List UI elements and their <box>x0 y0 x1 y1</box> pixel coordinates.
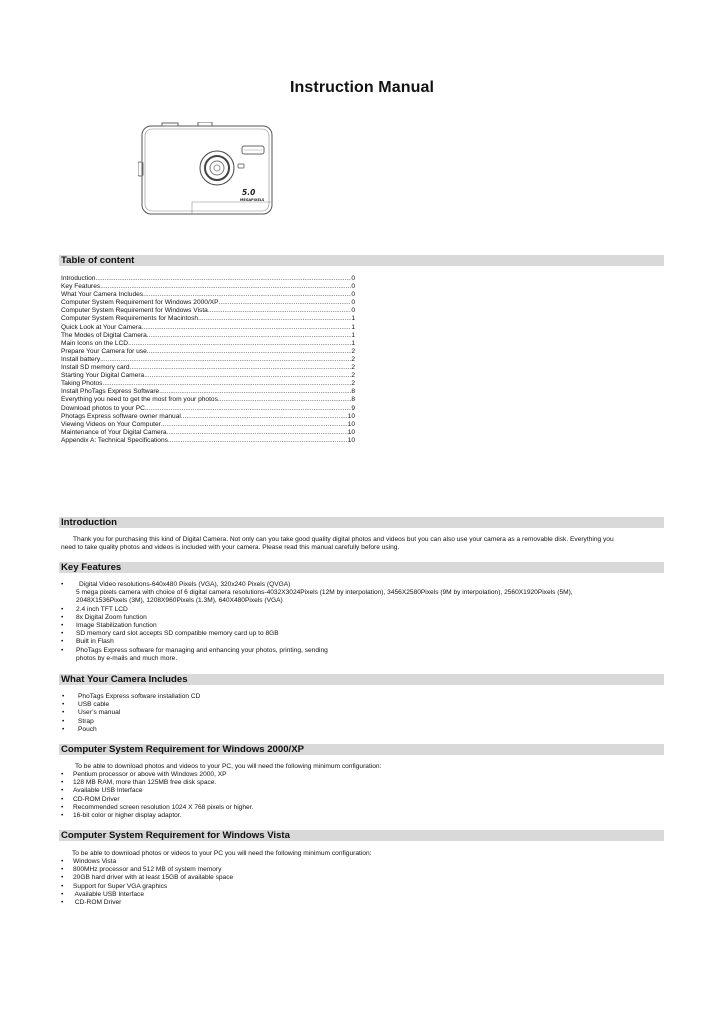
win2000-requirements-heading: Computer System Requirement for Windows 2000/XP <box>59 744 664 755</box>
key-feature-item <box>61 630 661 638</box>
list-item-text: 800MHz processor and 512 MB of system memory <box>73 866 222 874</box>
toc-row <box>61 396 355 404</box>
toc-entry-title: Install battery <box>61 355 101 363</box>
toc-row <box>61 275 355 283</box>
toc-row <box>61 413 355 421</box>
toc-row <box>61 429 355 437</box>
bullet: • <box>61 779 64 787</box>
list-item <box>62 726 462 734</box>
bullet: • <box>62 725 65 733</box>
toc-entry-page: 0 <box>351 283 355 291</box>
toc-row <box>61 437 355 445</box>
toc-entry-page: 2 <box>351 355 355 363</box>
toc-leader-dots <box>128 340 351 348</box>
list-item <box>61 771 461 779</box>
toc-entry-title: Viewing Videos on Your Computer <box>61 420 161 428</box>
toc-leader-dots <box>130 364 352 372</box>
key-feature-line: photos by e-mails and much more. <box>76 654 178 662</box>
list-item <box>61 812 461 820</box>
toc-entry-title: What Your Camera Includes <box>61 291 144 299</box>
key-feature-line: 8x Digital Zoom function <box>76 613 147 621</box>
toc-row <box>61 315 355 323</box>
bullet: • <box>61 890 64 898</box>
bullet: • <box>61 874 64 882</box>
camera-includes-heading: What Your Camera Includes <box>59 674 664 685</box>
list-item-text: Strap <box>78 717 94 725</box>
list-item <box>61 866 461 874</box>
toc-entry-page: 1 <box>351 315 355 323</box>
camera-badge-number: 5.0 <box>242 188 256 197</box>
bullet: • <box>61 812 64 820</box>
toc-row <box>61 388 355 396</box>
list-item <box>61 858 461 866</box>
toc-row <box>61 324 355 332</box>
toc-row <box>61 348 355 356</box>
list-item <box>61 779 461 787</box>
toc-entry-title: Maintenance of Your Digital Camera <box>61 428 167 436</box>
bullet: • <box>61 613 64 621</box>
toc-entry-page: 8 <box>351 396 355 404</box>
toc-leader-dots <box>181 413 348 421</box>
toc-entry-title: Introduction <box>61 275 96 282</box>
toc-entry-page: 2 <box>351 347 355 355</box>
list-item-text: USB cable <box>78 701 110 709</box>
key-feature-item <box>61 581 661 606</box>
toc-leader-dots <box>219 299 352 307</box>
toc-leader-dots <box>198 315 351 323</box>
bullet: • <box>61 787 64 795</box>
toc-entry-title: Computer System Requirement for Windows 2000/XP <box>61 299 219 307</box>
bullet: • <box>61 630 64 638</box>
camera-includes-list <box>62 693 462 734</box>
list-item <box>62 718 462 726</box>
list-item <box>61 899 461 907</box>
toc-entry-title: Prepare Your Camera for use <box>61 347 147 355</box>
vista-requirements-list <box>61 858 461 907</box>
toc-entry-title: Main Icons on the LCD <box>61 339 129 347</box>
toc-entry-page: 0 <box>351 291 355 299</box>
toc-entry-title: Appendix A: Technical Specifications <box>61 436 168 444</box>
toc-leader-dots <box>145 405 351 413</box>
key-feature-line: 2048X1536Pixels (3M), 1208X960Pixels (1.3M), 640X480Pixels (VGA) <box>76 597 283 605</box>
toc-leader-dots <box>218 396 351 404</box>
key-features-list <box>61 581 661 663</box>
toc-leader-dots <box>100 356 351 364</box>
list-item-text: Recommended screen resolution 1024 X 768 pixels or higher. <box>73 803 254 811</box>
toc-leader-dots <box>168 437 348 445</box>
toc-leader-dots <box>208 307 352 315</box>
toc-leader-dots <box>159 388 351 396</box>
key-feature-line: Digital Video resolutions-640x480 Pixels (VGA), 320x240 Pixels (QVGA) <box>79 581 291 588</box>
toc-row <box>61 405 355 413</box>
toc-row <box>61 372 355 380</box>
bullet: • <box>61 605 64 613</box>
list-item <box>61 891 461 899</box>
bullet: • <box>62 717 65 725</box>
bullet: • <box>62 693 65 700</box>
introduction-text-line-2: need to take quality photos and videos is included with your camera. Please read this manual carefully before using. <box>61 544 400 551</box>
introduction-text-line-1: Thank you for purchasing this kind of Digital Camera. Not only can you take good quality digital photos and videos but you can also use your camera as a removable disk. Everything you <box>73 536 614 543</box>
page-title: Instruction Manual <box>289 79 435 96</box>
bullet: • <box>61 622 64 630</box>
toc-leader-dots <box>102 380 351 388</box>
toc-row <box>61 421 355 429</box>
key-feature-item <box>61 622 661 630</box>
toc-entry-title: Download photos to your PC <box>61 404 145 412</box>
list-item-text: 20GB hard driver with at least 15GB of available space <box>73 874 234 882</box>
bullet: • <box>61 581 64 588</box>
toc-heading: Table of content <box>59 255 664 266</box>
toc-entry-page: 2 <box>351 380 355 388</box>
bullet: • <box>61 858 64 865</box>
toc-entry-page: 1 <box>351 331 355 339</box>
toc-leader-dots <box>144 372 351 380</box>
bullet: • <box>61 771 64 778</box>
toc-entry-page: 10 <box>347 428 355 436</box>
introduction-heading: Introduction <box>59 517 664 528</box>
toc-row <box>61 340 355 348</box>
toc-row <box>61 291 355 299</box>
list-item-text: CD-ROM Driver <box>73 795 120 803</box>
list-item <box>61 874 461 882</box>
toc-entry-page: 2 <box>351 364 355 372</box>
toc-leader-dots <box>95 275 351 283</box>
toc-entry-title: Quick Look at Your Camera <box>61 323 142 331</box>
toc-entry-page: 0 <box>351 275 355 282</box>
win2000-requirements-list <box>61 771 461 820</box>
toc-entry-title: The Modes of Digital Camera <box>61 331 147 339</box>
list-item-text: Windows Vista <box>73 858 117 865</box>
list-item <box>62 701 462 709</box>
camera-illustration <box>138 122 274 216</box>
toc-leader-dots <box>147 348 352 356</box>
list-item-text: Pouch <box>78 725 97 733</box>
bullet: • <box>61 795 64 803</box>
key-feature-item <box>61 614 661 622</box>
toc-row <box>61 283 355 291</box>
list-item-text: Support for Super VGA graphics <box>73 882 168 890</box>
bullet: • <box>61 803 64 811</box>
list-item-text: CD-ROM Driver <box>73 899 122 907</box>
vista-requirements-heading: Computer System Requirement for Windows Vista <box>59 830 664 841</box>
toc-entry-page: 0 <box>351 299 355 307</box>
key-feature-line: SD memory card slot accepts SD compatible memory card up to 8GB <box>76 630 279 638</box>
key-feature-line: 5 mega pixels camera with choice of 6 digital camera resolutions-4032X3024Pixels (12M by interpolation), 3456X2580Pixels (9M by interpolation), 2560X1920Pixels (5M), <box>76 589 573 597</box>
key-feature-line: Image Stabilization function <box>76 622 157 630</box>
toc-entry-title: Computer System Requirements for Macintosh <box>61 315 199 323</box>
list-item <box>61 804 461 812</box>
list-item-text: Available USB Interface <box>73 890 144 898</box>
list-item-text: User’s manual <box>78 709 121 717</box>
toc-leader-dots <box>100 283 351 291</box>
bullet: • <box>61 866 64 874</box>
toc-entry-page: 9 <box>351 404 355 412</box>
toc-entry-page: 10 <box>347 412 355 420</box>
key-feature-line: PhoTags Express software for managing and enhancing your photos, printing, sending <box>76 646 328 654</box>
bullet: • <box>62 701 65 709</box>
toc-entry-title: Everything you need to get the most from your photos <box>61 396 218 404</box>
toc-row <box>61 332 355 340</box>
toc-entry-title: Install SD memory card <box>61 364 130 372</box>
list-item-text: 16-bit color or higher display adaptor. <box>73 812 182 820</box>
toc-row <box>61 299 355 307</box>
toc-leader-dots <box>161 421 348 429</box>
list-item-text: PhoTags Express software installation CD <box>78 693 201 700</box>
toc-entry-title: Photags Express software owner manual <box>61 412 181 420</box>
toc-row <box>61 307 355 315</box>
vista-requirements-intro: To be able to download photos or videos to your PC you will need the following minimum configuration: <box>72 850 372 857</box>
key-feature-item <box>61 638 661 646</box>
key-features-heading: Key Features <box>59 562 664 573</box>
key-feature-line: 2.4 inch TFT LCD <box>76 605 128 613</box>
key-feature-item <box>61 647 661 663</box>
list-item <box>61 883 461 891</box>
toc-entry-page: 1 <box>351 339 355 347</box>
win2000-requirements-intro: To be able to download photos and videos to your PC, you will need the following minimum configuration: <box>75 763 382 770</box>
bullet: • <box>62 709 65 717</box>
toc-entry-page: 0 <box>351 307 355 315</box>
list-item-text: Pentium processor or above with Windows 2000, XP <box>73 771 227 778</box>
toc-leader-dots <box>147 332 352 340</box>
toc-entry-page: 10 <box>347 436 355 444</box>
toc-entry-title: Computer System Requirement for Windows Vista <box>61 307 208 315</box>
toc-entry-title: Key Features <box>61 283 101 291</box>
list-item-text: Available USB Interface <box>73 787 143 795</box>
toc-entry-page: 8 <box>351 388 355 396</box>
toc-leader-dots <box>143 291 351 299</box>
toc-entry-page: 1 <box>351 323 355 331</box>
toc-row <box>61 356 355 364</box>
bullet: • <box>61 882 64 890</box>
toc-row <box>61 380 355 388</box>
toc-entry-title: Install PhoTags Express Software <box>61 388 160 396</box>
bullet: • <box>61 646 64 654</box>
list-item <box>62 709 462 717</box>
bullet: • <box>61 638 64 646</box>
toc-entry-title: Taking Photos <box>61 380 103 388</box>
list-item <box>61 787 461 795</box>
toc-row <box>61 364 355 372</box>
key-feature-item <box>61 606 661 614</box>
toc-entry-page: 10 <box>347 420 355 428</box>
table-of-contents <box>61 275 355 445</box>
list-item <box>61 796 461 804</box>
toc-entry-page: 2 <box>351 372 355 380</box>
camera-badge-text: MEGAPIXELS <box>240 198 265 202</box>
list-item-text: 128 MB RAM, more than 125MB free disk space. <box>73 779 217 787</box>
toc-leader-dots <box>167 429 348 437</box>
list-item <box>62 693 462 701</box>
bullet: • <box>61 899 64 907</box>
toc-leader-dots <box>142 324 352 332</box>
key-feature-line: Built in Flash <box>76 638 114 646</box>
toc-entry-title: Starting Your Digital Camera <box>61 372 145 380</box>
